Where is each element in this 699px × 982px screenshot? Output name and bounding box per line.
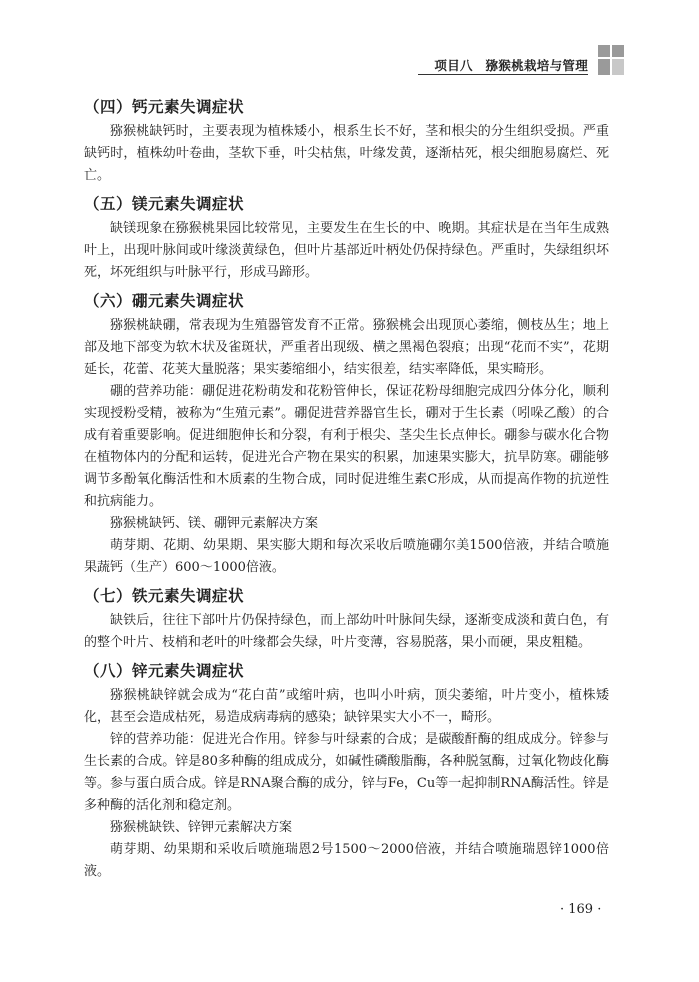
paragraph: 萌芽期、幼果期和采收后喷施瑞恩2号1500～2000倍液，并结合喷施瑞恩锌1000倍液。 [84,842,609,879]
section-heading: （七）铁元素失调症状 [84,587,245,605]
header-rule [418,74,588,75]
paragraph: 缺镁现象在猕猴桃果园比较常见，主要发生在生长的中、晚期。其症状是在当年生成熟叶上，出现叶脉间或叶缘淡黄绿色，但叶片基部近叶柄处仍保持绿色。严重时，失绿组织坏死，坏死组织与叶脉平行，形成马蹄形。 [84,221,609,280]
paragraph: 猕猴桃缺硼，常表现为生殖器管发育不正常。猕猴桃会出现顶心萎缩，侧枝丛生；地上部及地下部变为软木状及雀斑状，严重者出现级、横之黑褐色裂痕；出现“花而不实”，花期延长，花蕾、花荚大量脱落；果实萎缩细小，结实很差，结实率降低，果实畸形。 [84,318,609,377]
paragraph: 萌芽期、花期、幼果期、果实膨大期和每次采收后喷施硼尔美1500倍液，并结合喷施果蔬钙（生产）600～1000倍液。 [84,538,609,575]
section-heading: （八）锌元素失调症状 [84,662,245,680]
running-header [84,48,624,72]
paragraph: 硼的营养功能：硼促进花粉萌发和花粉管伸长，保证花粉母细胞完成四分体分化，顺利实现授粉受精，被称为“生殖元素”。硼促进营养器官生长，硼对于生长素（吲哚乙酸）的合成有着重要影响。促进细胞伸长和分裂，有利于根尖、茎尖生长点伸长。硼参与碳水化合物在植物体内的分配和运转，促进光合产物在果实的积累，加速果实膨大，抗旱防寒。硼能够调节多酚氧化酶活性和木质素的生物合成，同时促进维生素C形成，从而提高作物的抗逆性和抗病能力。 [84,384,609,509]
paragraph: 猕猴桃缺锌就会成为“花白苗”或缩叶病，也叫小叶病，顶尖萎缩，叶片变小，植株矮化，甚至会造成枯死，易造成病毒病的感染；缺锌果实大小不一，畸形。 [84,688,609,725]
section-calcium [84,93,609,187]
section-heading: （六）硼元素失调症状 [84,292,245,310]
section-zinc [84,657,609,883]
section-heading: （五）镁元素失调症状 [84,195,245,213]
page-number: · 169 · [560,902,602,917]
paragraph: 猕猴桃缺钙时，主要表现为植株矮小，根系生长不好，茎和根尖的分生组织受损。严重缺钙时，植株幼叶卷曲，茎软下垂，叶尖枯焦，叶缘发黄，逐渐枯死，根尖细胞易腐烂、死亡。 [84,124,609,183]
section-boron [84,287,609,579]
paragraph: 锌的营养功能：促进光合作用。锌参与叶绿素的合成；是碳酸酐酶的组成成分。锌参与生长素的合成。锌是80多种酶的组成成分，如碱性磷酸脂酶，各种脱氢酶，过氧化物歧化酶等。参与蛋白质合成。锌是RNA聚合酶的成分，锌与Fe，Cu等一起抑制RNA酶活性。锌是多种酶的活化剂和稳定剂。 [84,732,609,813]
header-title: 项目八 猕猴桃栽培与管理 [434,58,588,73]
solution-title: 猕猴桃缺铁、锌钾元素解决方案 [110,820,293,835]
solution-title: 猕猴桃缺钙、镁、硼钾元素解决方案 [110,516,319,531]
section-heading: （四）钙元素失调症状 [84,98,245,116]
corner-block-decoration [598,45,624,77]
section-iron [84,582,609,654]
page-body [84,93,609,883]
section-magnesium [84,190,609,284]
paragraph: 缺铁后，往往下部叶片仍保持绿色，而上部幼叶叶脉间失绿，逐渐变成淡和黄白色，有的整个叶片、枝梢和老叶的叶缘都会失绿，叶片变薄，容易脱落，果小而硬，果皮粗糙。 [84,613,609,650]
